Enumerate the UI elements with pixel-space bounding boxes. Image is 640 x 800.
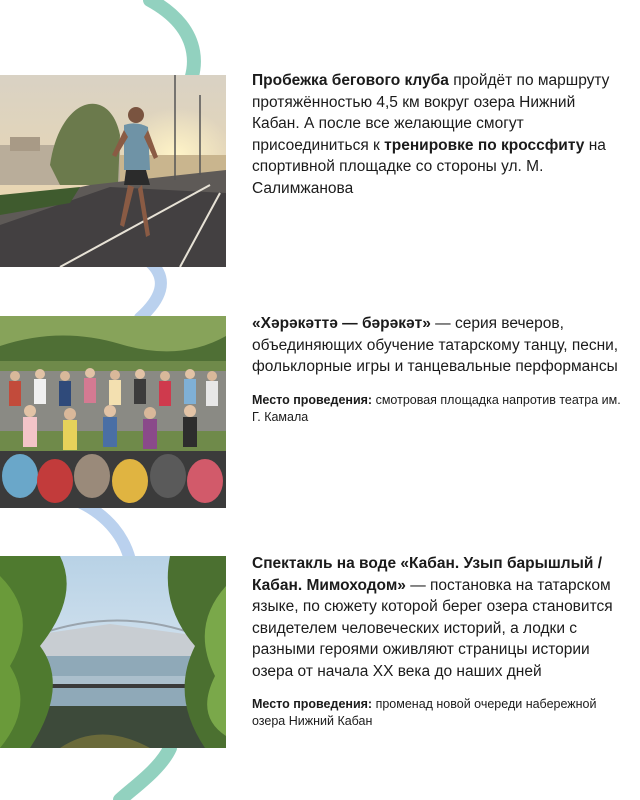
event-2-venue xyxy=(252,392,622,426)
event-1-title: Пробежка бегового клуба xyxy=(252,72,449,89)
event-2-title: «Хәрәкәттә — бәрәкәт» xyxy=(252,315,431,332)
event-1-text-part-2: на спортивной площадке со стороны ул. М. Салимжанова xyxy=(252,136,606,197)
event-2-text-part: — серия вечеров, объединяющих обучение татарскому танцу, песни, фольклорные игры и танцевальные перформансы xyxy=(252,315,619,375)
event-3-venue-label: Место проведения: xyxy=(252,697,373,711)
event-3-text-part: — постановка на татарском языке, по сюжету которой берег озера становится свидетелем человеческих историй, а лодки с разными героями оживляют страницы истории озера от начала XX века до наших дней xyxy=(252,576,613,680)
event-2-venue-label: Место проведения: xyxy=(252,392,373,407)
event-1-highlight: тренировке по кроссфиту xyxy=(384,136,585,154)
event-1-description xyxy=(252,70,622,199)
event-3-text xyxy=(252,553,622,730)
event-3-venue xyxy=(252,696,622,730)
photo-runner xyxy=(0,75,226,267)
event-1-text-part: пройдёт по маршруту протяжённостью 4,5 км вокруг озера Нижний Кабан. А после все желающие смогут присоединиться к xyxy=(252,72,610,154)
event-2-venue-text: смотровая площадка напротив театра им. Г. Камала xyxy=(252,392,621,424)
event-3-title: Спектакль на воде «Кабан. Узып барышлый / Кабан. Мимоходом» xyxy=(252,555,602,594)
event-3-description xyxy=(252,553,622,682)
event-2-description xyxy=(252,313,622,378)
event-2-text xyxy=(252,313,622,426)
event-3-venue-text: променад новой очереди набережной озера Нижний Кабан xyxy=(252,697,597,728)
photo-lake xyxy=(0,556,226,748)
photo-dance-crowd xyxy=(0,316,226,508)
event-1-text xyxy=(252,70,622,199)
